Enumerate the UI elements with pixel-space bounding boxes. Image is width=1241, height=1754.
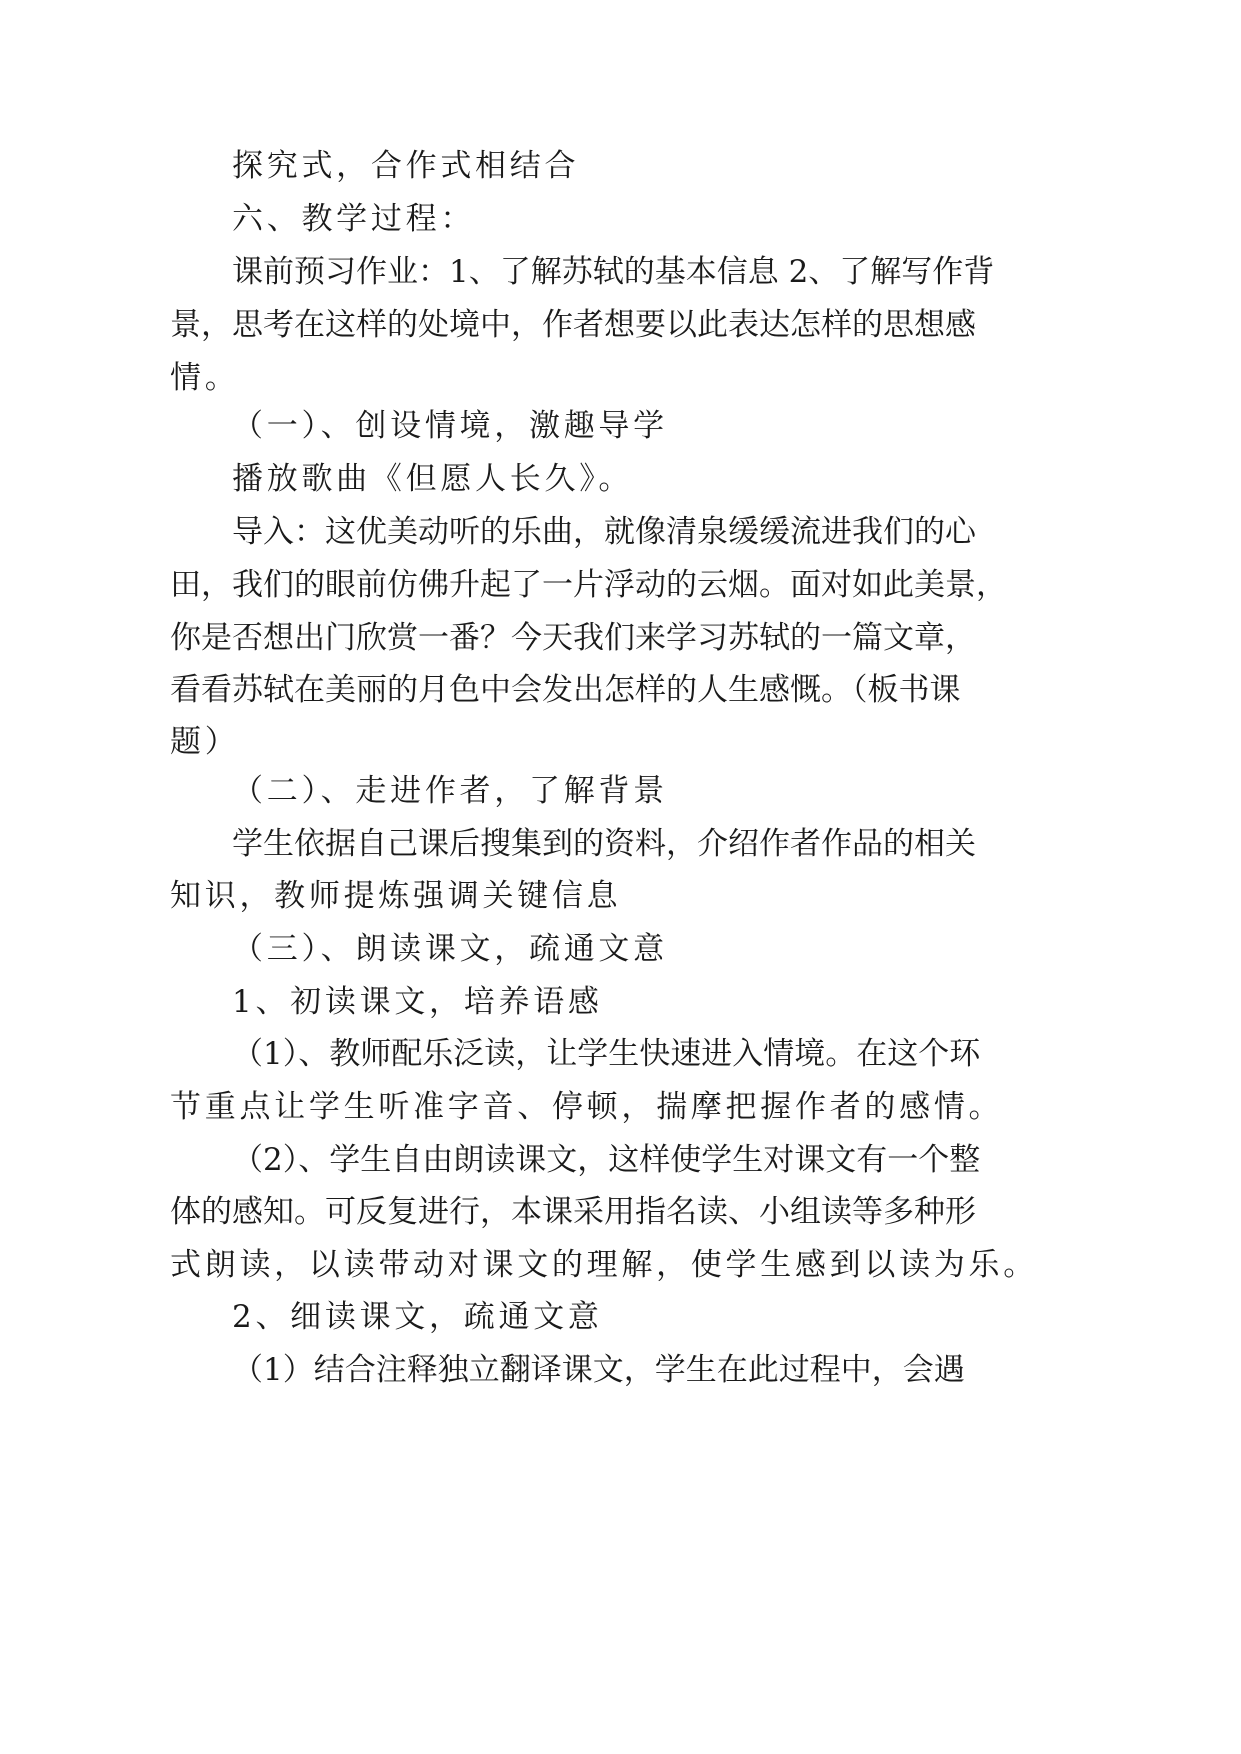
text-line: 节重点让学生听准字音、停顿，揣摩把握作者的感情。 [170,1089,1004,1125]
text-line: 题） [170,724,240,760]
text-line: 课前预习作业：1、了解苏轼的基本信息 2、了解写作背 [232,254,995,290]
text-line: （一）、创设情境，激趣导学 [232,408,668,444]
text-line: 探究式，合作式相结合 [232,148,580,184]
text-line: 六、教学过程： [232,201,476,237]
text-line: 田，我们的眼前仿佛升起了一片浮动的云烟。面对如此美景， [170,567,1007,603]
text-line: （二）、走进作者，了解背景 [232,773,668,809]
text-line: 学生依据自己课后搜集到的资料，介绍作者作品的相关 [232,826,976,862]
text-line: （1）、教师配乐泛读，让学生快速进入情境。在这个环 [232,1036,981,1072]
text-line: 景，思考在这样的处境中，作者想要以此表达怎样的思想感 [170,307,976,343]
text-line: 2、细读课文，疏通文意 [232,1299,603,1335]
text-line: 知识，教师提炼强调关键信息 [170,878,622,914]
text-line: 体的感知。可反复进行，本课采用指名读、小组读等多种形 [170,1194,976,1230]
text-line: （三）、朗读课文，疏通文意 [232,931,668,967]
text-line: （1）结合注释独立翻译课文，学生在此过程中，会遇 [232,1352,965,1388]
text-line: 你是否想出门欣赏一番？今天我们来学习苏轼的一篇文章， [170,620,976,656]
text-line: （2）、学生自由朗读课文，这样使学生对课文有一个整 [232,1142,981,1178]
text-line: 导入：这优美动听的乐曲，就像清泉缓缓流进我们的心 [232,514,976,550]
text-line: 看看苏轼在美丽的月色中会发出怎样的人生感慨。（板书课 [170,672,961,708]
text-line: 1、初读课文，培养语感 [232,984,603,1020]
text-line: 式朗读，以读带动对课文的理解，使学生感到以读为乐。 [170,1247,1038,1283]
text-line: 情。 [170,360,240,396]
text-line: 播放歌曲《但愿人长久》。 [232,461,634,497]
